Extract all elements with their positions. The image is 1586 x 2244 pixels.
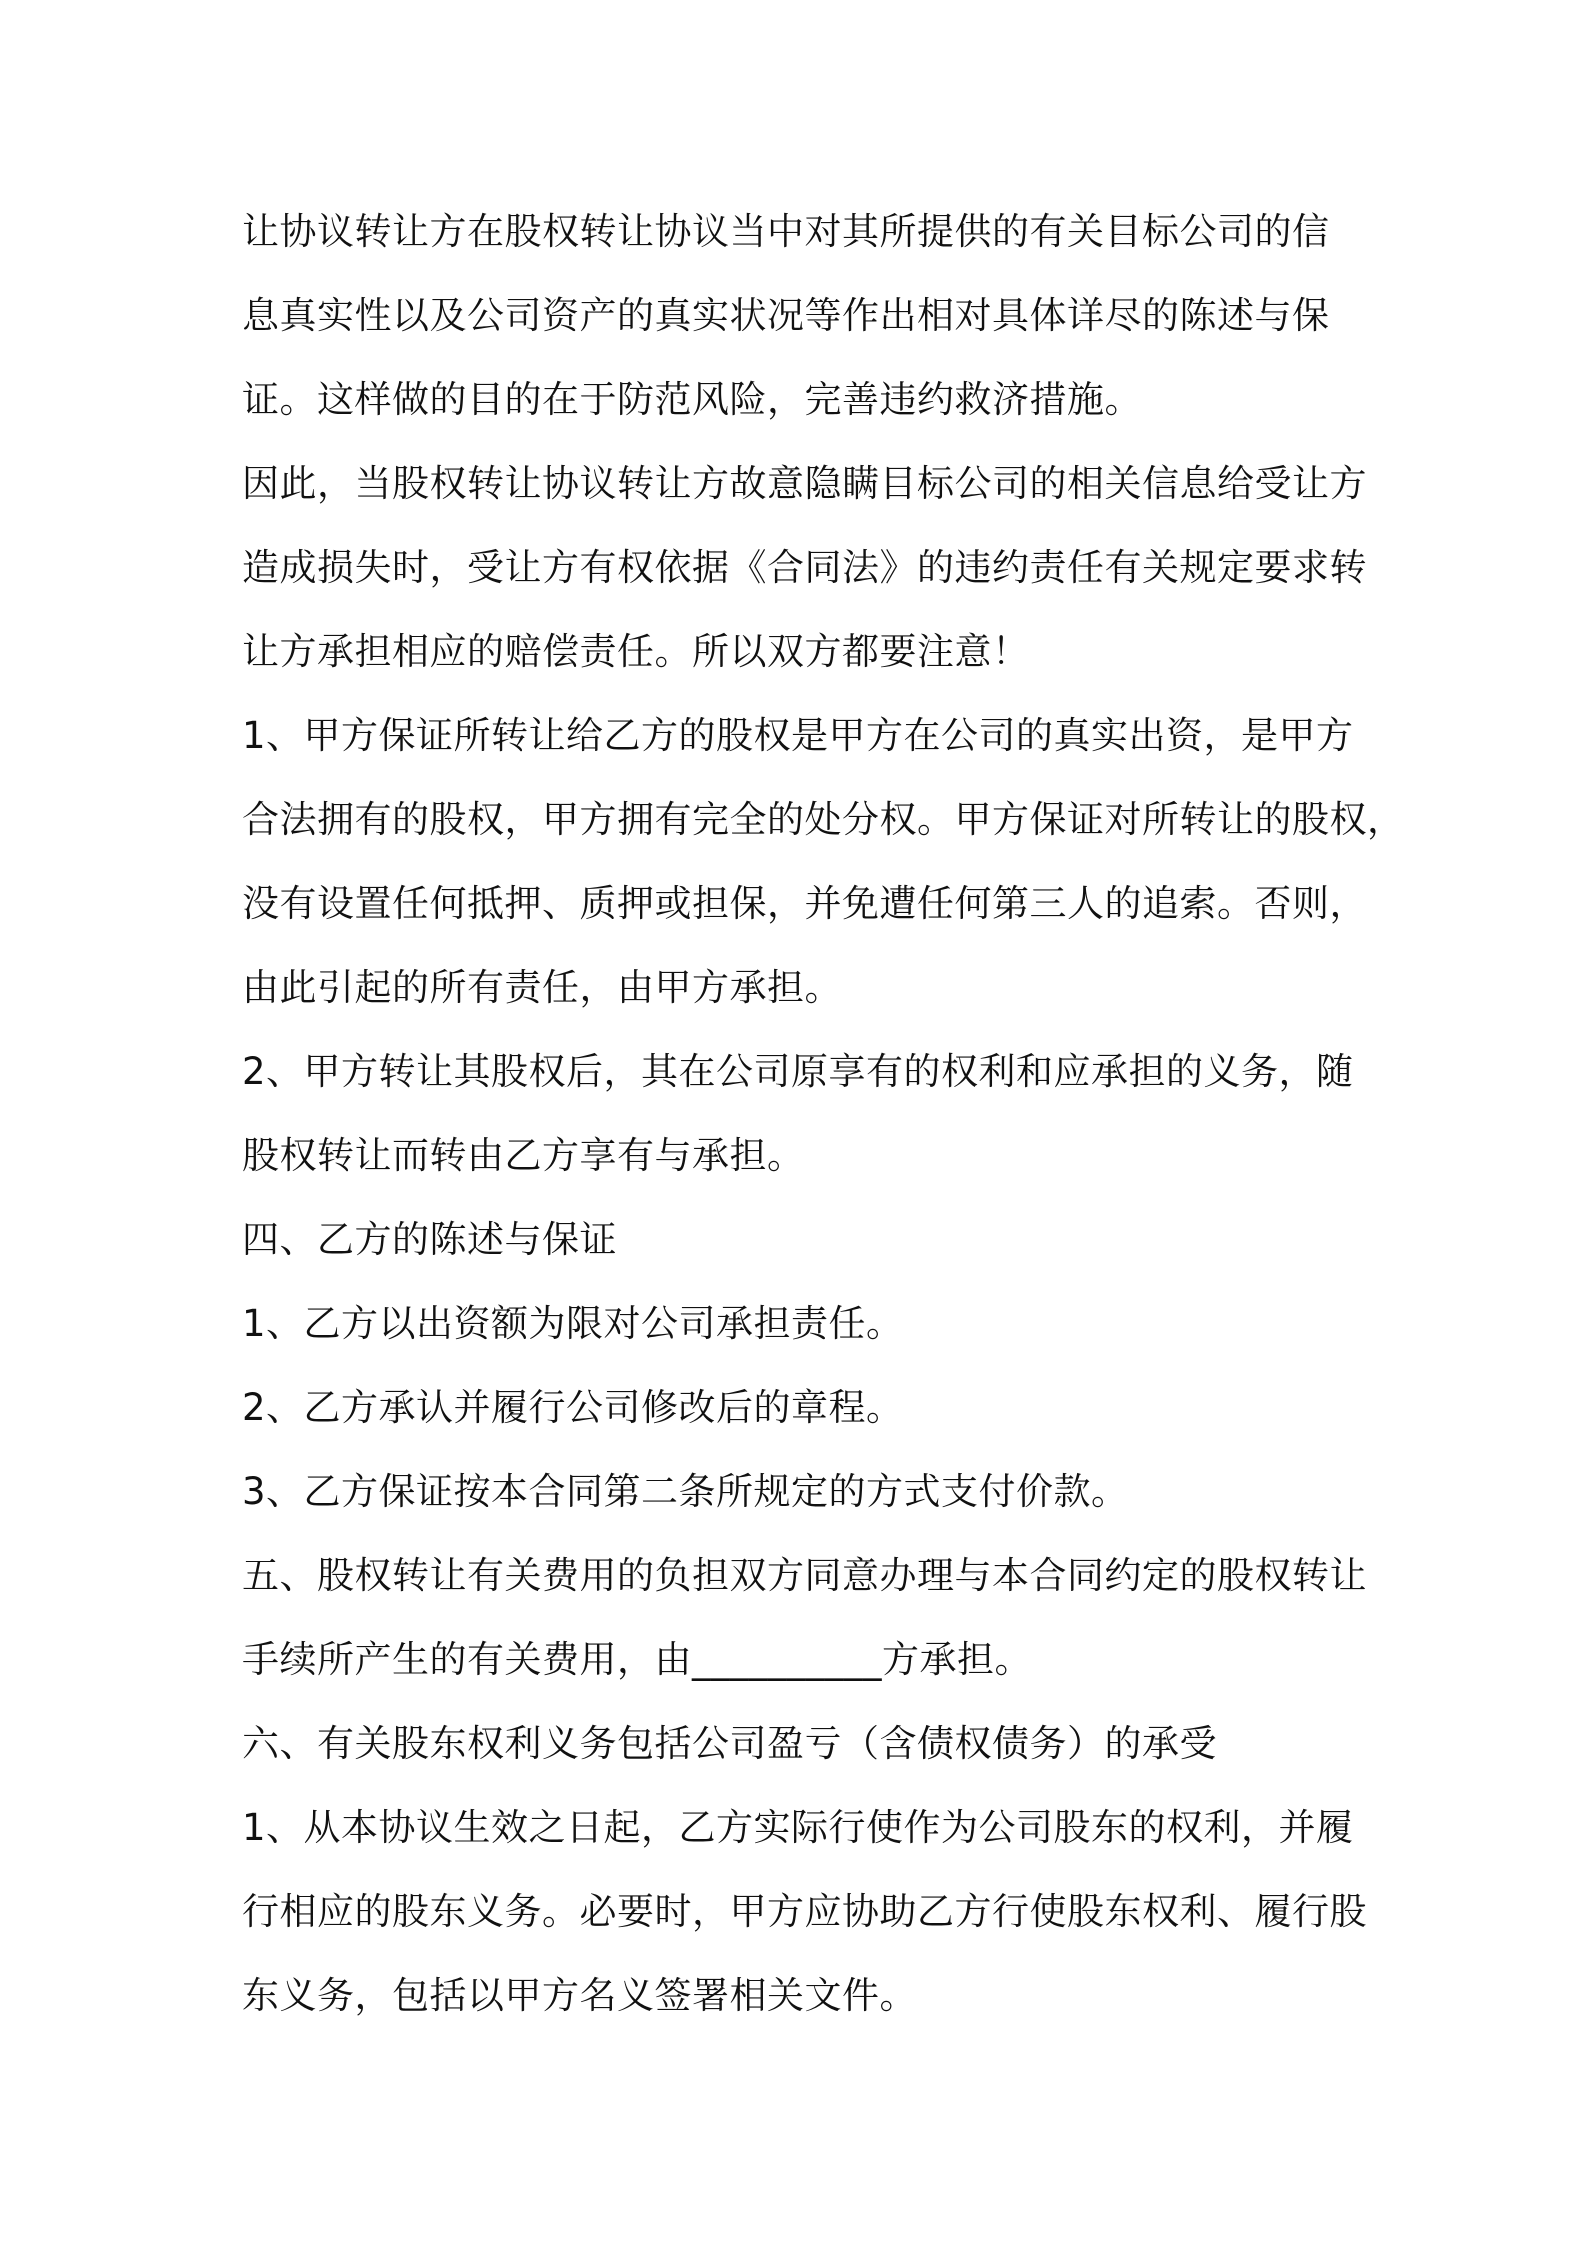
text-line: 因此，当股权转让协议转让方故意隐瞒目标公司的相关信息给受让方 <box>242 462 1367 505</box>
text-line: 3、乙方保证按本合同第二条所规定的方式支付价款。 <box>242 1470 1129 1513</box>
clause-party-a-2 <box>242 1030 1372 1198</box>
text-line: 手续所产生的有关费用，由__________方承担。 <box>242 1638 1032 1681</box>
text-line: 让协议转让方在股权转让协议当中对其所提供的有关目标公司的信 <box>242 210 1330 253</box>
text-line: 行相应的股东义务。必要时，甲方应协助乙方行使股东权利、履行股 <box>242 1890 1367 1933</box>
text-line: 股权转让而转由乙方享有与承担。 <box>242 1134 805 1177</box>
clause-party-b-1 <box>242 1282 1372 1366</box>
text-line: 没有设置任何抵押、质押或担保，并免遭任何第三人的追索。否则， <box>242 882 1367 925</box>
clause-shareholder-1 <box>242 1786 1372 2038</box>
clause-party-b-2 <box>242 1366 1372 1450</box>
text-line: 合法拥有的股权，甲方拥有完全的处分权。甲方保证对所转让的股权， <box>242 798 1405 841</box>
text-line: 东义务，包括以甲方名义签署相关文件。 <box>242 1974 917 2017</box>
document-body <box>242 190 1405 2038</box>
section-title: 六、有关股东权利义务包括公司盈亏（含债权债务）的承受 <box>242 1722 1217 1765</box>
section-heading-6 <box>242 1702 1372 1786</box>
section-title: 五、股权转让有关费用的负担双方同意办理与本合同约定的股权转让 <box>242 1554 1367 1597</box>
section-title: 四、乙方的陈述与保证 <box>242 1218 617 1261</box>
text-line: 1、乙方以出资额为限对公司承担责任。 <box>242 1302 904 1345</box>
paragraph-liability-notice <box>242 442 1372 694</box>
text-line: 2、甲方转让其股权后，其在公司原享有的权利和应承担的义务，随 <box>242 1050 1354 1093</box>
text-line: 1、从本协议生效之日起，乙方实际行使作为公司股东的权利，并履 <box>242 1806 1354 1849</box>
text-line: 让方承担相应的赔偿责任。所以双方都要注意！ <box>242 630 1030 673</box>
text-line: 2、乙方承认并履行公司修改后的章程。 <box>242 1386 904 1429</box>
clause-party-a-1 <box>242 694 1405 1030</box>
text-line: 造成损失时，受让方有权依据《合同法》的违约责任有关规定要求转 <box>242 546 1367 589</box>
clause-party-b-3 <box>242 1450 1372 1534</box>
text-line: 息真实性以及公司资产的真实状况等作出相对具体详尽的陈述与保 <box>242 294 1330 337</box>
text-line: 由此引起的所有责任，由甲方承担。 <box>242 966 842 1009</box>
section-heading-5 <box>242 1534 1372 1702</box>
text-line: 1、甲方保证所转让给乙方的股权是甲方在公司的真实出资，是甲方 <box>242 714 1354 757</box>
section-heading-4 <box>242 1198 1372 1282</box>
text-line: 证。这样做的目的在于防范风险，完善违约救济措施。 <box>242 378 1142 421</box>
paragraph-disclosure-purpose <box>242 190 1372 442</box>
